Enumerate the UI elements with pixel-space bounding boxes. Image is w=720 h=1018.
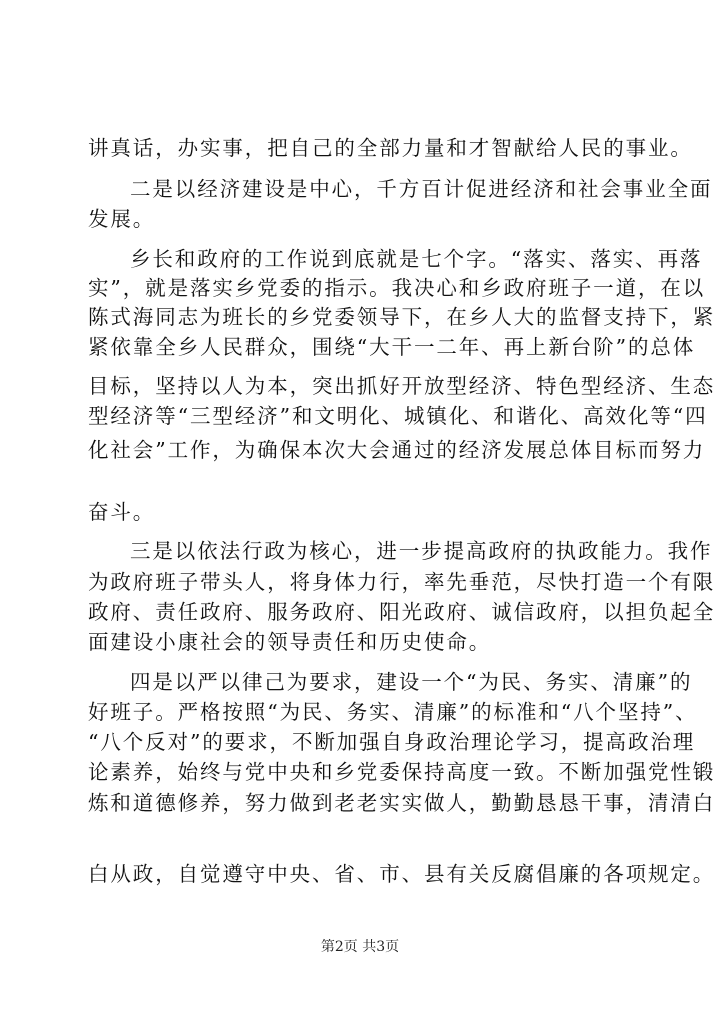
text-line: 面建设小康社会的领导责任和历史使命。: [88, 630, 492, 654]
text-line: “八个反对”的要求，不断加强自身政治理论学习，提高政治理: [88, 730, 696, 754]
text-line: 炼和道德修养，努力做到老老实实做人，勤勤恳恳干事，清清白: [88, 791, 716, 815]
text-line: 发展。: [88, 207, 156, 231]
page-indicator: 第2页 共3页: [320, 939, 400, 955]
text-line: 四是以严以律己为要求，建设一个“为民、务实、清廉”的: [130, 670, 693, 694]
text-line: 论素养，始终与党中央和乡党委保持高度一致。不断加强党性锻: [88, 760, 716, 784]
text-line: 为政府班子带头人，将身体力行，率先垂范，尽快打造一个有限: [88, 570, 716, 594]
text-line: 化社会”工作，为确保本次大会通过的经济发展总体目标而努力: [88, 438, 706, 462]
text-line: 三是以依法行政为核心，进一步提高政府的执政能力。我作: [130, 539, 713, 563]
text-line: 目标，坚持以人为本，突出抓好开放型经济、特色型经济、生态: [88, 374, 716, 398]
text-line: 陈式海同志为班长的乡党委领导下，在乡人大的监督支持下，紧: [88, 305, 716, 329]
text-line: 政府、责任政府、服务政府、阳光政府、诚信政府，以担负起全: [88, 600, 716, 624]
text-line: 好班子。严格按照“为民、务实、清廉”的标准和“八个坚持”、: [88, 700, 698, 724]
text-line: 紧依靠全乡人民群众，围绕“大干一二年、再上新台阶”的总体: [88, 335, 696, 359]
text-line: 实”，就是落实乡党委的指示。我决心和乡政府班子一道，在以: [88, 276, 706, 300]
text-line: 奋斗。: [88, 500, 156, 524]
text-line: 型经济等“三型经济”和文明化、城镇化、和谐化、高效化等“四: [88, 404, 708, 428]
text-line: 二是以经济建设是中心，千方百计促进经济和社会事业全面: [130, 177, 713, 201]
text-line: 讲真话，办实事，把自己的全部力量和才智献给人民的事业。: [88, 136, 693, 160]
text-line: 白从政，自觉遵守中央、省、市、县有关反腐倡廉的各项规定。: [88, 862, 716, 886]
text-line: 乡长和政府的工作说到底就是七个字。“落实、落实、再落: [130, 247, 703, 271]
